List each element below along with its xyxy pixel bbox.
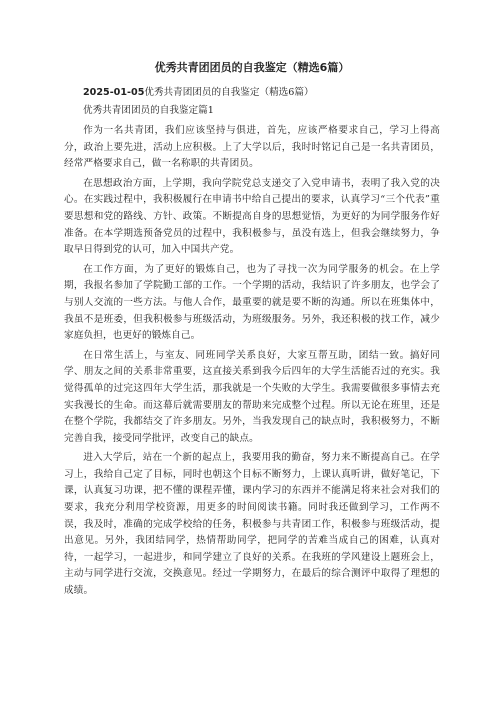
publish-title: 优秀共青团团员的自我鉴定（精选6篇） <box>144 87 314 98</box>
paragraph: 在思想政治方面，上学期，我向学院党总支递交了入党申请书，表明了我入党的决心。在实践过程中，我积极履行在申请书中给自己提出的要求，认真学习“三个代表”重要思想和党的路线、方针、政策。不断提高自身的思想觉悟，为更好的为同学服务作好准备。在本学期选预备党员的过程中，我积极参与，虽没有选上，但我会继续努力，争取早日得到党的认可，加入中国共产党。 <box>64 177 440 256</box>
paragraph: 在工作方面，为了更好的锻炼自己，也为了寻找一次为同学服务的机会。在上学期，我报名参加了学院勤工部的工作。一个学期的活动，我结识了许多朋友，也学会了与别人交流的一些方法。与他人合作，最重要的就是要不断的沟通。所以在班集体中，我虽不是班委，但我积极参与班级活动，为班级服务。另外，我还积极的找工作，减少家庭负担，也更好的锻炼自己。 <box>64 263 440 342</box>
paragraph: 作为一名共青团，我们应该坚持与俱进，首先，应该严格要求自己，学习上得高分，政治上要先进，活动上应积极。上了大学以后，我时时铭记自己是一名共青团员，经常严格要求自己，做一名称职的共青团员。 <box>64 125 440 170</box>
section-heading: 优秀共青团团员的自我鉴定篇1 <box>83 105 214 116</box>
paragraph: 在日常生活上，与室友、同班同学关系良好，大家互帮互助，团结一致。搞好同学、朋友之间的关系非常重要，这直接关系到我今后四年的大学生活能否过的充实。我觉得孤单的过完这四年大学生活，那我就是一个失败的大学生。我需要做很多事情去充实我漫长的生命。而这幕后就需要朋友的帮助来完成整个过程。所以无论在班里，还是在整个学院，我都结交了许多朋友。另外，当我发现自己的缺点时，我积极努力，不断完善自我，接受同学批评，改变自己的缺点。 <box>64 349 440 444</box>
document-title: 优秀共青团团员的自我鉴定（精选6篇） <box>154 61 350 74</box>
paragraph: 进入大学后，站在一个新的起点上，我要用我的勤奋，努力来不断提高自己。在学习上，我给自己定了目标，同时也朝这个目标不断努力，上课认真听讲，做好笔记，下课，认真复习功课，把不懂的课程弄懂，课内学习的东西并不能满足将来社会对我们的要求，我充分利用学校资源，用更多的时间阅读书籍。同时我还做到学习，工作两不误，我及时，准确的完成学校给的任务，积极参与共青团工作，积极参与班级活动，提出意见。另外，我团结同学，热情帮助同学，把同学的苦难当成自己的困难，认真对待，一起学习，一起进步，和同学建立了良好的关系。在我班的学风建设上题班会上，主动与同学进行交流，交换意见。经过一学期努力，在最后的综合测评中取得了理想的成绩。 <box>64 452 440 597</box>
publish-date: 2025-01-05 <box>83 87 145 98</box>
document-page <box>64 60 440 603</box>
publish-line <box>64 85 440 101</box>
